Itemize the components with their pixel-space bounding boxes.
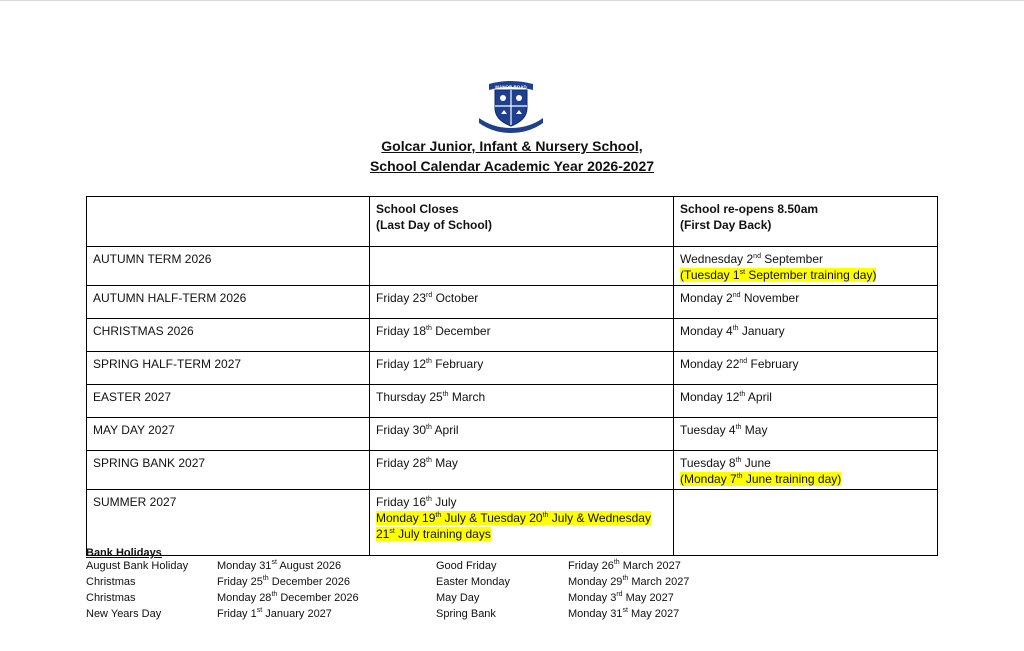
holiday-date: Monday 29th March 2027	[568, 575, 690, 588]
header-term	[87, 197, 370, 247]
reopens-cell: Monday 4th January	[674, 319, 938, 352]
holiday-name: Christmas	[86, 576, 136, 588]
holiday-name: Good Friday	[436, 560, 497, 572]
holiday-date: Friday 1st January 2027	[217, 607, 332, 620]
term-cell: CHRISTMAS 2026	[87, 319, 370, 352]
holiday-name: Spring Bank	[436, 608, 496, 620]
holiday-date: Friday 25th December 2026	[217, 575, 351, 588]
school-crest-logo	[475, 78, 547, 134]
closes-cell: Friday 23rd October	[370, 286, 674, 319]
term-cell: SPRING BANK 2027	[87, 451, 370, 490]
header-closes-label: School Closes	[376, 202, 459, 216]
table-row	[87, 490, 938, 556]
term-cell: EASTER 2027	[87, 385, 370, 418]
table-row	[87, 451, 938, 490]
reopens-cell	[674, 451, 938, 490]
bank-holidays-section	[86, 547, 786, 624]
svg-text:MANOR ROAD: MANOR ROAD	[495, 84, 527, 90]
term-cell: AUTUMN HALF-TERM 2026	[87, 286, 370, 319]
page-top-border	[0, 0, 1024, 1]
holiday-name: Easter Monday	[436, 576, 510, 588]
document-subtitle: School Calendar Academic Year 2026-2027	[369, 158, 655, 174]
training-day-note: (Monday 7th June training day)	[680, 472, 842, 486]
header-closes-sublabel: (Last Day of School)	[376, 218, 493, 232]
holiday-date: Monday 3rd May 2027	[568, 591, 674, 604]
closes-cell: Friday 30th April	[370, 418, 674, 451]
closes-date: Friday 16th July	[376, 495, 457, 509]
reopens-cell	[674, 490, 938, 556]
document-title: Golcar Junior, Infant & Nursery School,	[381, 138, 643, 154]
table-header-row	[87, 197, 938, 247]
closes-cell	[370, 490, 674, 556]
term-cell: MAY DAY 2027	[87, 418, 370, 451]
holiday-name: August Bank Holiday	[86, 560, 189, 572]
term-cell: AUTUMN TERM 2026	[87, 247, 370, 286]
holiday-date: Friday 26th March 2027	[568, 559, 681, 572]
closes-cell: Friday 18th December	[370, 319, 674, 352]
reopens-cell: Monday 12th April	[674, 385, 938, 418]
training-days-note: Monday 19th July & Tuesday 20th July & Wednesday 21st July training days	[376, 511, 651, 541]
reopens-date: Wednesday 2nd September	[680, 252, 824, 266]
holiday-name: Christmas	[86, 592, 136, 604]
table-row	[87, 286, 938, 319]
reopens-cell: Monday 2nd November	[674, 286, 938, 319]
table-row	[87, 352, 938, 385]
holiday-name: New Years Day	[86, 608, 162, 620]
header-school-reopens	[674, 197, 938, 247]
table-row	[87, 385, 938, 418]
closes-cell	[370, 247, 674, 286]
table-row	[87, 418, 938, 451]
training-day-note: (Tuesday 1st September training day)	[680, 268, 877, 282]
bank-holidays-title: Bank Holidays	[86, 547, 162, 559]
reopens-date: Tuesday 8th June	[680, 456, 771, 470]
term-cell: SUMMER 2027	[87, 490, 370, 556]
closes-cell: Thursday 25th March	[370, 385, 674, 418]
table-row	[87, 247, 938, 286]
header-reopens-label: School re-opens 8.50am	[680, 202, 819, 216]
header-reopens-sublabel: (First Day Back)	[680, 218, 772, 232]
holiday-date: Monday 28th December 2026	[217, 591, 359, 604]
closes-cell: Friday 12th February	[370, 352, 674, 385]
table-row	[87, 319, 938, 352]
holiday-date: Monday 31st May 2027	[568, 607, 680, 620]
holiday-name: May Day	[436, 592, 480, 604]
term-cell: SPRING HALF-TERM 2027	[87, 352, 370, 385]
header-school-closes	[370, 197, 674, 247]
reopens-cell	[674, 247, 938, 286]
calendar-table	[86, 196, 938, 556]
bank-holidays-list	[86, 560, 786, 624]
reopens-cell: Monday 22nd February	[674, 352, 938, 385]
reopens-cell: Tuesday 4th May	[674, 418, 938, 451]
closes-cell: Friday 28th May	[370, 451, 674, 490]
holiday-date: Monday 31st August 2026	[217, 559, 342, 572]
